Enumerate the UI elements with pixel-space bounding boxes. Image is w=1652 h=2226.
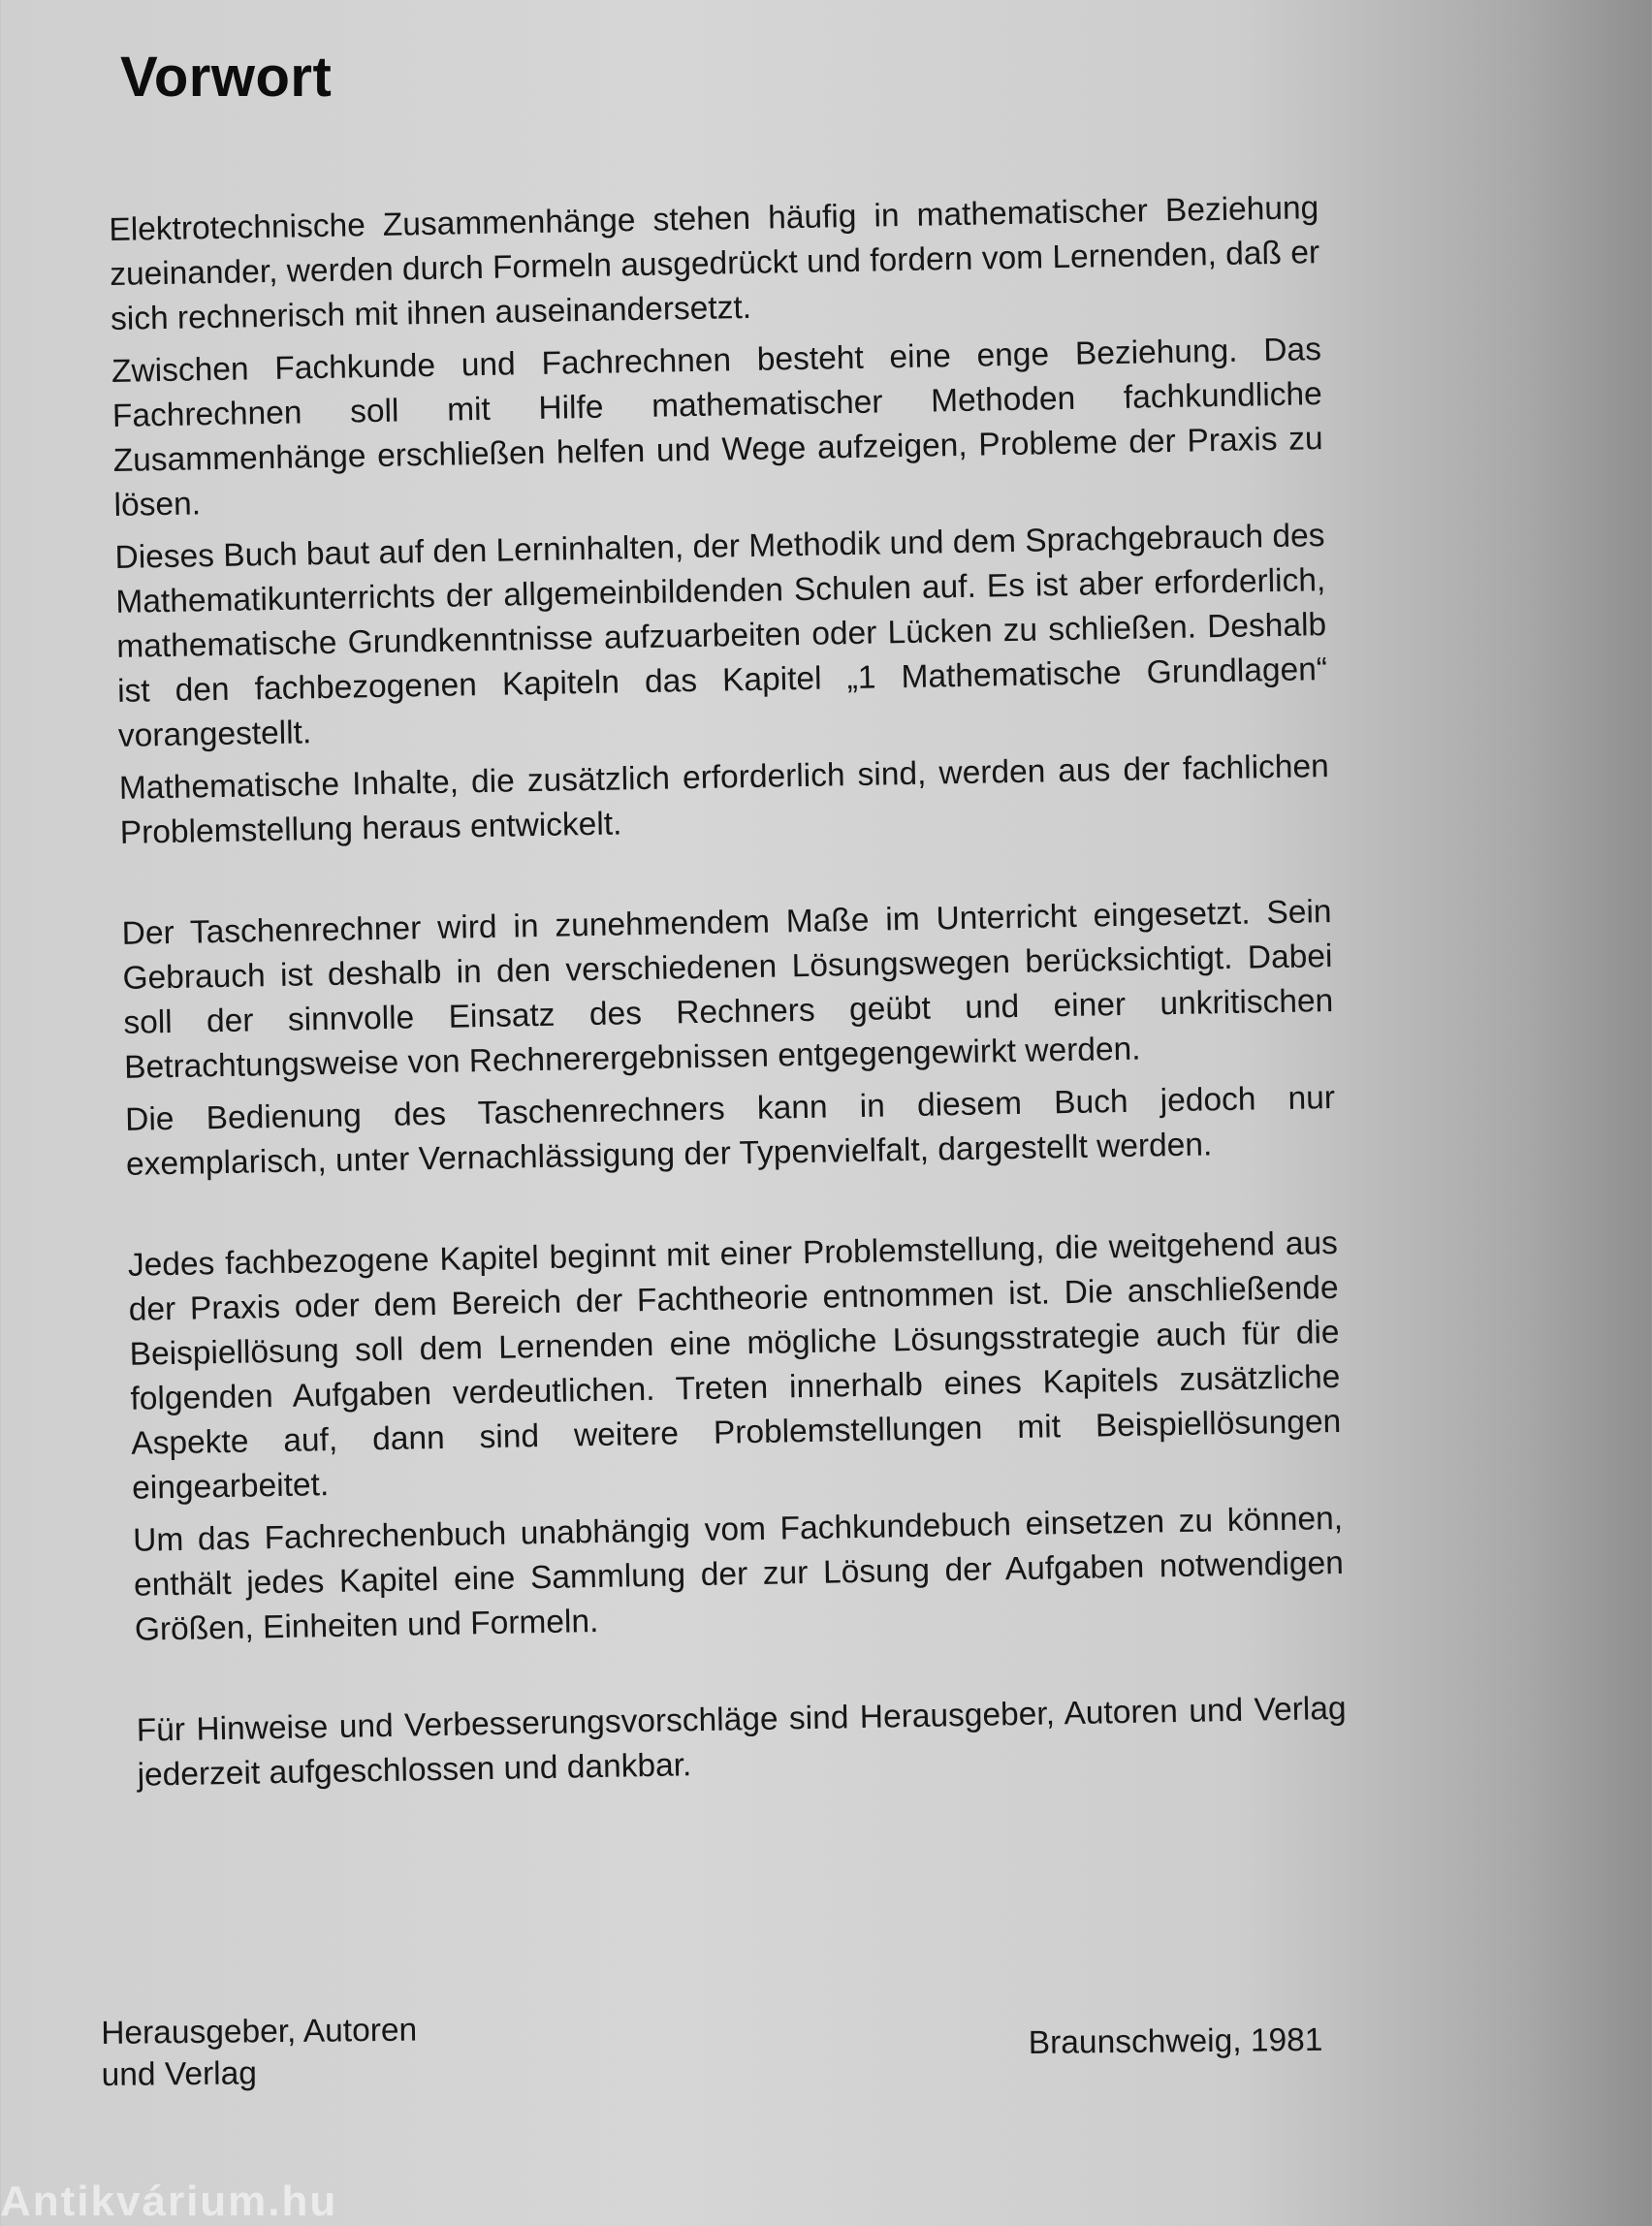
preface-body bbox=[109, 186, 1348, 1806]
page-title: Vorwort bbox=[120, 46, 333, 109]
paragraph-1: Elektrotechnische Zusammenhänge stehen häufig in mathematischer Beziehung zueinander, werden durch Formeln ausgedrückt und fordern vom Lernenden, daß er sich rechnerisch mit ihnen auseinandersetzt. bbox=[109, 190, 1320, 337]
paragraph-9: Für Hinweise und Verbesserungsvorschläge sind Herausgeber, Autoren und Verlag jederzeit aufgeschlossen und dankbar. bbox=[136, 1690, 1347, 1794]
signature-block bbox=[101, 2000, 1323, 2110]
signature-authors-line1: Herausgeber, Autoren bbox=[101, 2012, 418, 2051]
paragraph-5: Der Taschenrechner wird in zunehmendem Maße im Unterricht eingesetzt. Sein Gebrauch ist deshalb in den verschiedenen Lösungswegen berücksichtigt. Dabei soll der sinnvolle Einsatz des Rechners geübt und einer unkritischen Betrachtungsweise von Rechnerergebnissen entgegengewirkt werden. bbox=[121, 894, 1334, 1086]
paragraph-4: Mathematische Inhalte, die zusätzlich erforderlich sind, werden aus der fachlichen Problemstellung heraus entwickelt. bbox=[118, 748, 1330, 851]
signature-place-date: Braunschweig, 1981 bbox=[1028, 2021, 1323, 2061]
watermark: Antikvárium.hu bbox=[0, 2178, 338, 2225]
paragraph-3: Dieses Buch baut auf den Lerninhalten, der Methodik und dem Sprachgebrauch des Mathematikunterrichts der allgemeinbildenden Schulen auf. Es ist aber erforderlich, mathematische Grundkenntnisse aufzuarbeiten oder Lücken zu schließen. Deshalb ist den fachbezogenen Kapiteln das Kapitel „1 Mathematische Grundlagen“ vorangestellt. bbox=[114, 518, 1328, 754]
paragraph-2: Zwischen Fachkunde und Fachrechnen besteht eine enge Beziehung. Das Fachrechnen soll mit Hilfe mathematischer Methoden fachkundliche Zusammenhänge erschließen helfen und Wege aufzeigen, Probleme der Praxis zu lösen. bbox=[111, 332, 1323, 524]
paragraph-8: Um das Fachrechenbuch unabhängig vom Fachkundebuch einsetzen zu können, enthält jedes Kapitel eine Sammlung der zur Lösung der Aufgaben notwendigen Größen, Einheiten und Formeln. bbox=[132, 1500, 1345, 1648]
signature-authors bbox=[101, 2008, 587, 2096]
paragraph-7: Jedes fachbezogene Kapitel beginnt mit einer Problemstellung, die weitgehend aus der Praxis oder dem Bereich der Fachtheorie entnommen ist. Die anschließende Beispiellösung soll dem Lernenden eine mögliche Lösungsstrategie auch für die folgenden Aufgaben verdeutlichen. Treten innerhalb eines Kapitels zusätzliche Aspekte auf, dann sind weitere Problemstellungen mit Beispiellösungen eingearbeitet. bbox=[127, 1224, 1342, 1507]
signature-authors-line2: und Verlag bbox=[101, 2055, 258, 2093]
paragraph-6: Die Bedienung des Taschenrechners kann in diesem Buch jedoch nur exemplarisch, unter Vernachlässigung der Typenvielfalt, dargestellt werden. bbox=[124, 1079, 1336, 1183]
